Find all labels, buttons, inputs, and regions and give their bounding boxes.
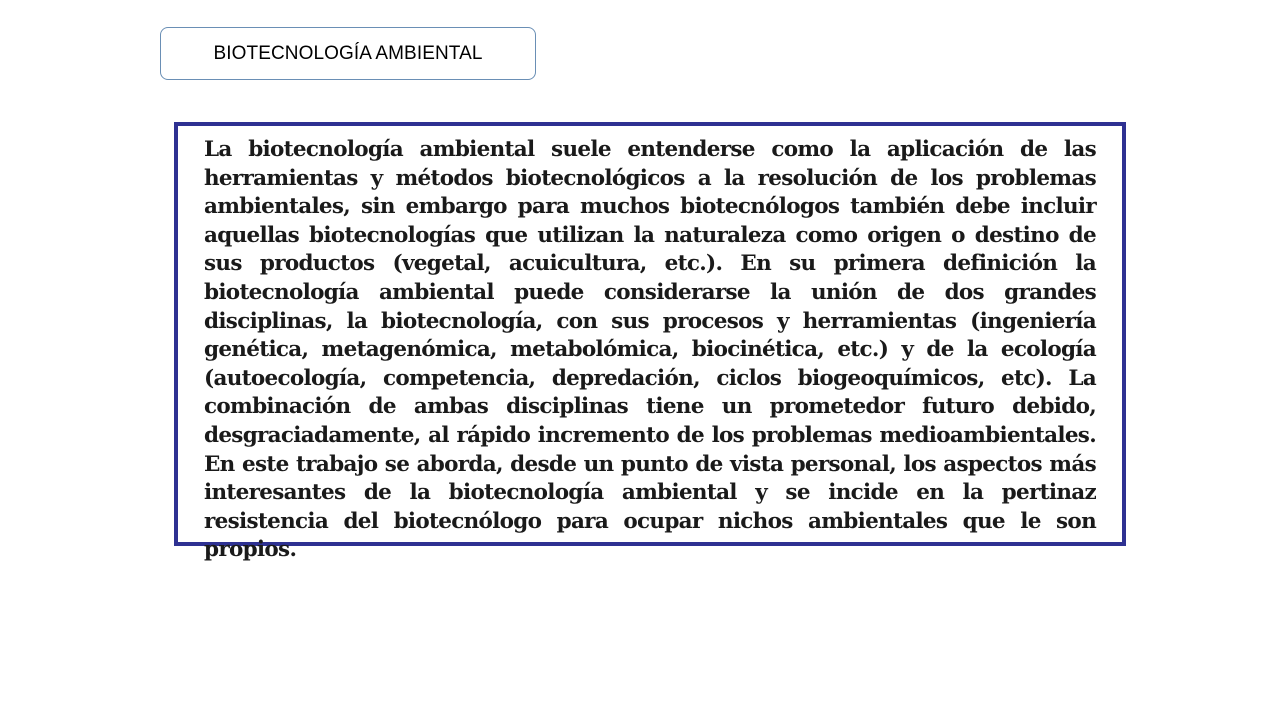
slide-title-box — [160, 27, 536, 80]
slide-title: BIOTECNOLOGÍA AMBIENTAL — [213, 42, 483, 64]
abstract-box — [174, 122, 1126, 563]
abstract-text: La biotecnología ambiental suele entenderse como la aplicación de las herramientas y métodos biotecnológicos a la resolución de los problemas ambientales, sin embargo para muchos biotecnólogos también debe incluir aquellas biotecnologías que utilizan la naturaleza como origen o destino de sus productos (vegetal, acuicultura, etc.). En su primera definición la biotecnología ambiental puede considerarse la unión de dos grandes disciplinas, la biotecnología, con sus procesos y herramientas (ingeniería genética, metagenómica, metabolómica, biocinética, etc.) y de la ecología (autoecología, competencia, depredación, ciclos biogeoquímicos, etc). La combinación de ambas disciplinas tiene un prometedor futuro debido, desgraciadamente, al rápido incremento de los problemas medioambientales. En este trabajo se aborda, desde un punto de vista personal, los aspectos más interesantes de la biotecnología ambiental y se incide en la pertinaz resistencia del biotecnólogo para ocupar nichos ambientales que le son propios. — [204, 137, 1096, 563]
